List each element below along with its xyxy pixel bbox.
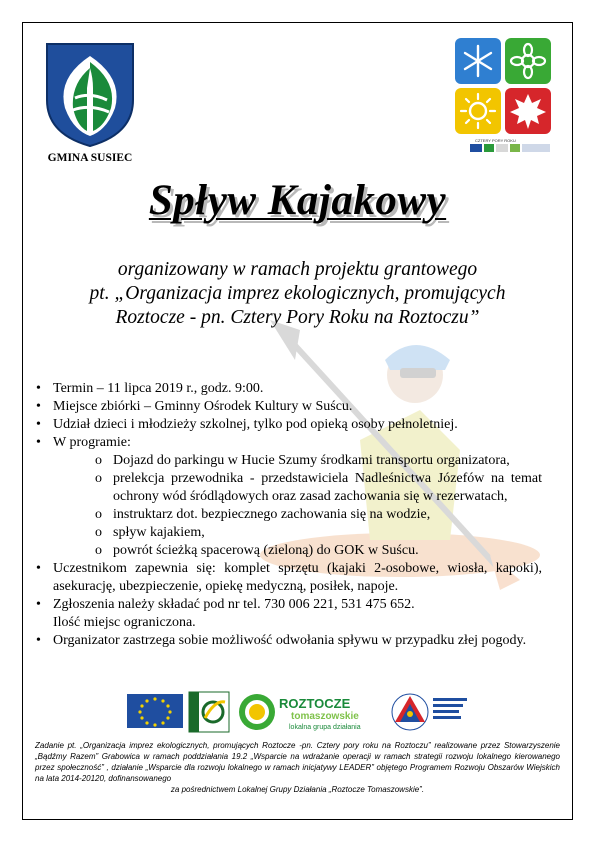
footer-text: Zadanie pt. „Organizacja imprez ekologicznych, promujących Roztocze -pn. Cztery pory roku na Roztoczu” realizowane przez Stowarzyszenie „Bądźmy Razem” Grabowica w ramach poddziałania 19.2 „Wsparcie na wdrażanie operacji w ramach strategii rozwoju lokalnego kierowanego przez społeczność” , działanie „Wsparcie dla rozwoju lokalnego w ramach inicjatywy LEADER” objętego Programem Rozwoju Obszarów Wiejskich na lata 2014-20120, dofinansowanego <box>35 741 560 783</box>
subtitle <box>60 258 535 330</box>
gmina-susiec-logo <box>35 38 145 148</box>
event-details <box>30 380 542 650</box>
roztocze-bottom-text: lokalna grupa działania <box>289 724 361 731</box>
detail-zgloszenia <box>30 596 542 632</box>
program-item: o Dojazd do parkingu w Hucie Szumy środkami transportu organizatora, <box>53 452 542 470</box>
subtitle-line: pt. „Organizacja imprez ekologicznych, promujących <box>89 283 506 304</box>
program-item: o instruktarz dot. bezpiecznego zachowania się na wodzie, <box>53 506 542 524</box>
program-item: o prelekcja przewodnika - przedstawiciela Nadleśnictwa Józefów na temat ochrony wód śródlądowych oraz zasad zachowania się w rezerwatach, <box>53 470 542 506</box>
detail-miejsce: • Miejsce zbiórki – Gminny Ośrodek Kultury w Suścu. <box>30 398 542 416</box>
program-item: o powrót ścieżką spacerową (zieloną) do GOK w Suścu. <box>53 542 542 560</box>
leader-logo <box>189 692 229 732</box>
ilosc-text: Ilość miejsc ograniczona. <box>53 615 196 630</box>
page-title: Spływ Kajakowy <box>148 177 447 224</box>
gmina-name: GMINA SUSIEC <box>47 152 133 164</box>
eu-flag-logo <box>127 694 183 728</box>
seasons-caption: CZTERY PORY ROKU <box>475 138 516 143</box>
detail-organizator: • Organizator zastrzega sobie możliwość odwołania spływu w przypadku złej pogody. <box>30 632 542 650</box>
prow-logo <box>392 694 467 730</box>
zgloszenia-text: • Zgłoszenia należy składać pod nr tel. 730 006 221, 531 475 652. <box>53 597 415 612</box>
roztocze-mid-text: tomaszowskie <box>291 711 359 722</box>
program-label: W programie: <box>53 435 131 450</box>
footer-note <box>35 740 560 795</box>
cztery-pory-roku-logo <box>453 36 553 136</box>
program-item: o spływ kajakiem, <box>53 524 542 542</box>
subtitle-line: Roztocze - pn. Cztery Pory Roku na Roztoczu” <box>115 307 480 328</box>
detail-udzial: • Udział dzieci i młodzieży szkolnej, tylko pod opieką osoby pełnoletniej. <box>30 416 542 434</box>
footer-last-line: za pośrednictwem Lokalnej Grupy Działania „Roztocze Tomaszowskie”. <box>170 785 425 794</box>
subtitle-line: organizowany w ramach projektu grantowego <box>117 259 478 280</box>
detail-termin: • Termin – 11 lipca 2019 r., godz. 9:00. <box>30 380 542 398</box>
funding-logos <box>125 688 470 736</box>
seasons-funding-strip <box>470 144 550 152</box>
roztocze-top-text: ROZTOCZE <box>279 696 351 711</box>
detail-uczestnicy: • Uczestnikom zapewnia się: komplet sprzętu (kajaki 2-osobowe, wiosła, kapoki), asekurację, ubezpieczenie, opiekę medyczną, posiłek, napoje. <box>30 560 542 596</box>
detail-program <box>30 434 542 560</box>
roztocze-lgd-logo <box>239 694 361 731</box>
